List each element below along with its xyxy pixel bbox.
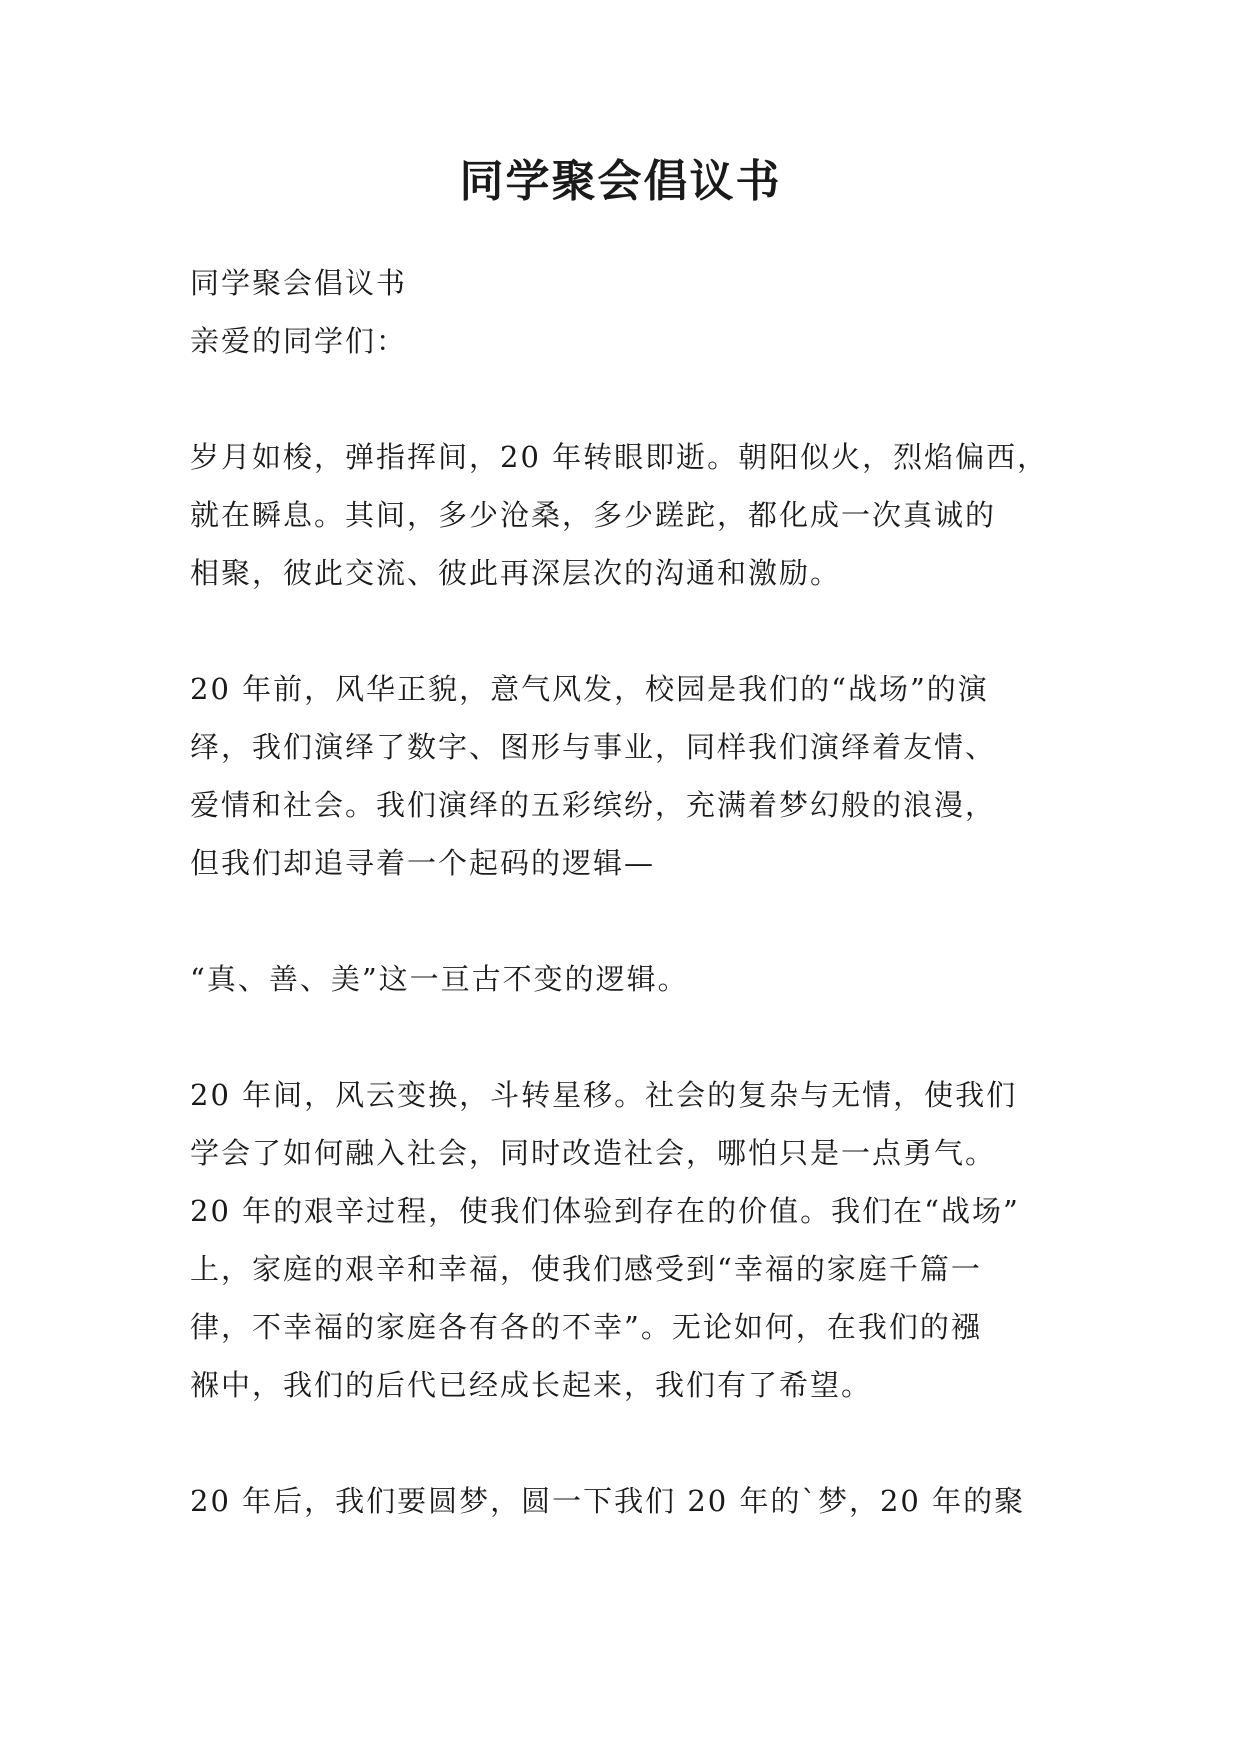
paragraph-gap (190, 370, 1070, 428)
salutation: 亲爱的同学们： (190, 324, 408, 358)
paragraph-line: 20 年的艰辛过程，使我们体验到存在的价值。我们在“战场” (190, 1194, 1020, 1228)
paragraph-gap (190, 602, 1070, 660)
paragraph-line: 上，家庭的艰辛和幸福，使我们感受到“幸福的家庭千篇一 (190, 1252, 982, 1286)
paragraph-line: 律，不幸福的家庭各有各的不幸”。无论如何，在我们的襁 (190, 1310, 982, 1344)
paragraph-3 (190, 950, 1070, 1008)
heading-line: 同学聚会倡议书 (190, 266, 408, 300)
paragraph-line: 褓中，我们的后代已经成长起来，我们有了希望。 (190, 1368, 873, 1402)
paragraph-5 (190, 1472, 1070, 1530)
paragraph-gap (190, 1414, 1070, 1472)
paragraph-gap (190, 1008, 1070, 1066)
paragraph-line: 绎，我们演绎了数字、图形与事业，同样我们演绎着友情、 (190, 730, 997, 764)
paragraph-line: 学会了如何融入社会，同时改造社会，哪怕只是一点勇气。 (190, 1136, 997, 1170)
paragraph-line: 但我们却追寻着一个起码的逻辑— (190, 846, 656, 880)
paragraph-line: 爱情和社会。我们演绎的五彩缤纷，充满着梦幻般的浪漫， (190, 788, 997, 822)
paragraph-line: “真、善、美”这一亘古不变的逻辑。 (190, 962, 689, 996)
paragraph-line: 20 年间，风云变换，斗转星移。社会的复杂与无情，使我们 (190, 1078, 1018, 1112)
paragraph-gap (190, 892, 1070, 950)
paragraph-line: 相聚，彼此交流、彼此再深层次的沟通和激励。 (190, 556, 842, 590)
paragraph-2 (190, 660, 1070, 892)
paragraph-4 (190, 1066, 1070, 1414)
paragraph-line: 20 年后，我们要圆梦，圆一下我们 20 年的`梦，20 年的聚 (190, 1484, 1026, 1518)
paragraph-line: 岁月如梭，弹指挥间，20 年转眼即逝。朝阳似火，烈焰偏西， (190, 440, 1049, 474)
document-title: 同学聚会倡议书 (459, 156, 782, 207)
paragraph-1 (190, 428, 1070, 602)
paragraph-line: 20 年前，风华正貌，意气风发，校园是我们的“战场”的演 (190, 672, 989, 706)
document-body (190, 254, 1070, 1530)
paragraph-line: 就在瞬息。其间，多少沧桑，多少蹉跎，都化成一次真诚的 (190, 498, 997, 532)
